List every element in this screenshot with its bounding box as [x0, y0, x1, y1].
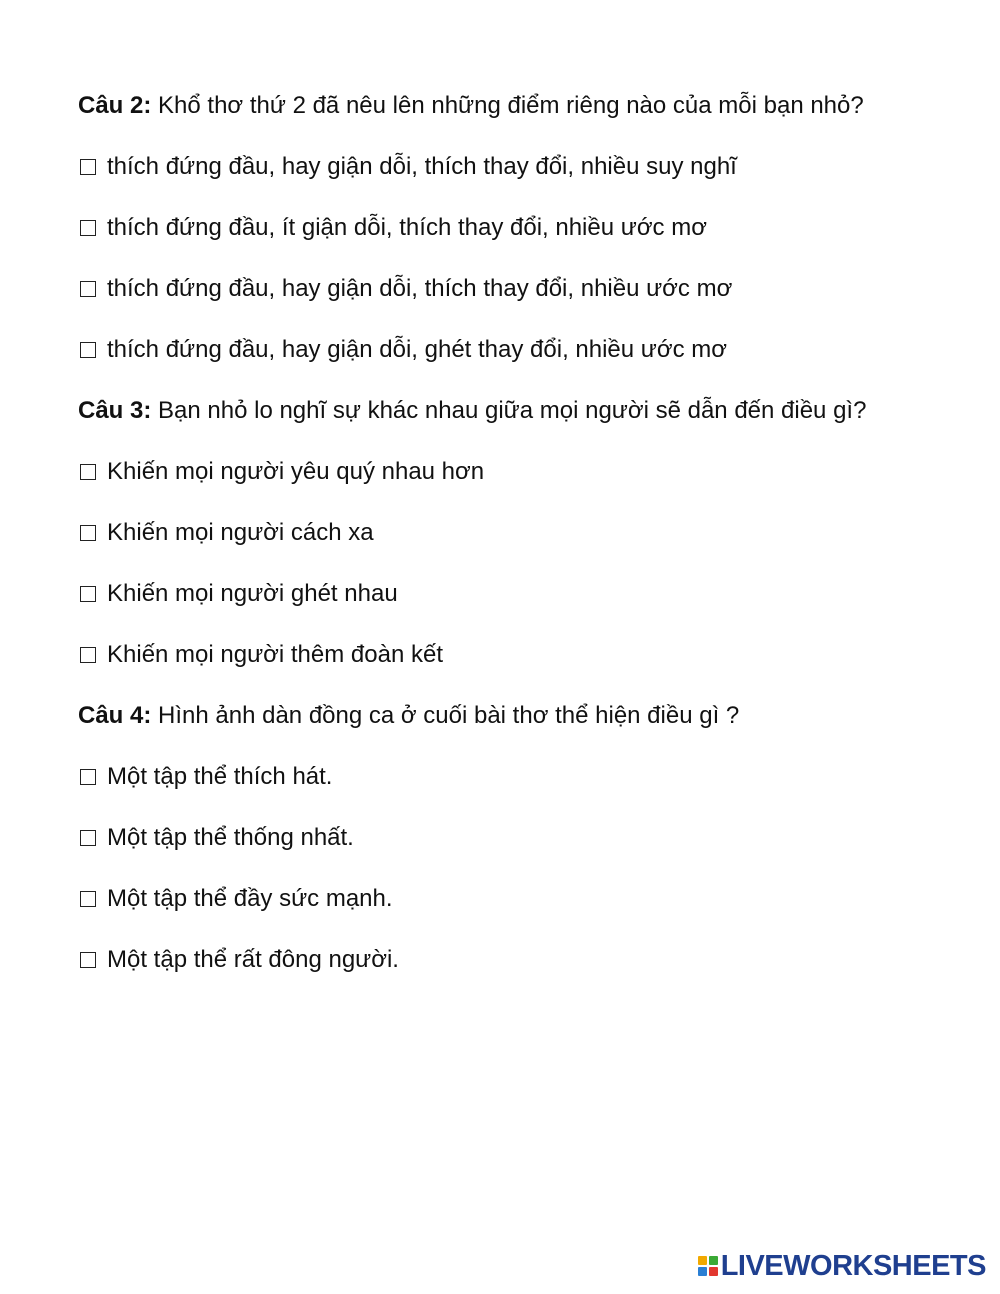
checkbox-icon[interactable]: [80, 891, 96, 907]
logo-mark-tile: [709, 1256, 718, 1265]
answer-option-label: Khiến mọi người yêu quý nhau hơn: [107, 458, 485, 485]
answer-option-label: thích đứng đầu, hay giận dỗi, thích thay đổi, nhiều ước mơ: [107, 275, 733, 302]
checkbox-icon[interactable]: [80, 830, 96, 846]
question-block: [78, 90, 918, 365]
question-block: [78, 700, 918, 975]
question-prompt: Khổ thơ thứ 2 đã nêu lên những điểm riêng nào của mỗi bạn nhỏ?: [151, 92, 864, 119]
question-text: [78, 395, 918, 426]
logo-mark-tile: [698, 1267, 707, 1276]
answer-options: [78, 761, 918, 975]
answer-options: [78, 151, 918, 365]
answer-option-label: thích đứng đầu, hay giận dỗi, thích thay đổi, nhiều suy nghĩ: [107, 153, 737, 180]
checkbox-icon[interactable]: [80, 220, 96, 236]
checkbox-icon[interactable]: [80, 464, 96, 480]
checkbox-icon[interactable]: [80, 952, 96, 968]
question-block: [78, 395, 918, 670]
answer-option-label: Khiến mọi người ghét nhau: [107, 580, 398, 607]
answer-options: [78, 456, 918, 670]
question-text: [78, 90, 918, 121]
answer-option-label: Khiến mọi người cách xa: [107, 519, 374, 546]
question-number: Câu 3:: [78, 397, 152, 424]
question-prompt: Hình ảnh dàn đồng ca ở cuối bài thơ thể hiện điều gì ?: [151, 702, 740, 729]
answer-option-label: Một tập thể thích hát.: [107, 763, 333, 790]
answer-option[interactable]: [78, 456, 918, 487]
answer-option[interactable]: [78, 944, 918, 975]
checkbox-icon[interactable]: [80, 647, 96, 663]
answer-option-label: Khiến mọi người thêm đoàn kết: [107, 641, 443, 668]
answer-option[interactable]: [78, 761, 918, 792]
answer-option[interactable]: [78, 639, 918, 670]
logo-text: LIVEWORKSHEETS: [720, 1250, 986, 1282]
answer-option[interactable]: [78, 822, 918, 853]
checkbox-icon[interactable]: [80, 342, 96, 358]
logo-mark-tile: [709, 1267, 718, 1276]
answer-option-label: Một tập thể rất đông người.: [107, 946, 399, 973]
answer-option-label: Một tập thể thống nhất.: [107, 824, 354, 851]
answer-option[interactable]: [78, 212, 918, 243]
checkbox-icon[interactable]: [80, 769, 96, 785]
checkbox-icon[interactable]: [80, 159, 96, 175]
answer-option[interactable]: [78, 334, 918, 365]
worksheet: [78, 90, 918, 975]
answer-option-label: thích đứng đầu, hay giận dỗi, ghét thay đổi, nhiều ước mơ: [107, 336, 727, 363]
answer-option[interactable]: [78, 273, 918, 304]
question-text: [78, 700, 918, 731]
liveworksheets-logo: [698, 1251, 986, 1281]
checkbox-icon[interactable]: [80, 281, 96, 297]
answer-option[interactable]: [78, 151, 918, 182]
logo-mark-tile: [698, 1256, 707, 1265]
question-number: Câu 4:: [78, 702, 152, 729]
liveworksheets-logo-icon: [698, 1256, 718, 1276]
answer-option[interactable]: [78, 517, 918, 548]
checkbox-icon[interactable]: [80, 586, 96, 602]
answer-option[interactable]: [78, 578, 918, 609]
question-prompt: Bạn nhỏ lo nghĩ sự khác nhau giữa mọi người sẽ dẫn đến điều gì?: [151, 397, 867, 424]
question-number: Câu 2:: [78, 92, 152, 119]
answer-option-label: Một tập thể đầy sức mạnh.: [107, 885, 393, 912]
checkbox-icon[interactable]: [80, 525, 96, 541]
answer-option[interactable]: [78, 883, 918, 914]
answer-option-label: thích đứng đầu, ít giận dỗi, thích thay đổi, nhiều ước mơ: [107, 214, 707, 241]
